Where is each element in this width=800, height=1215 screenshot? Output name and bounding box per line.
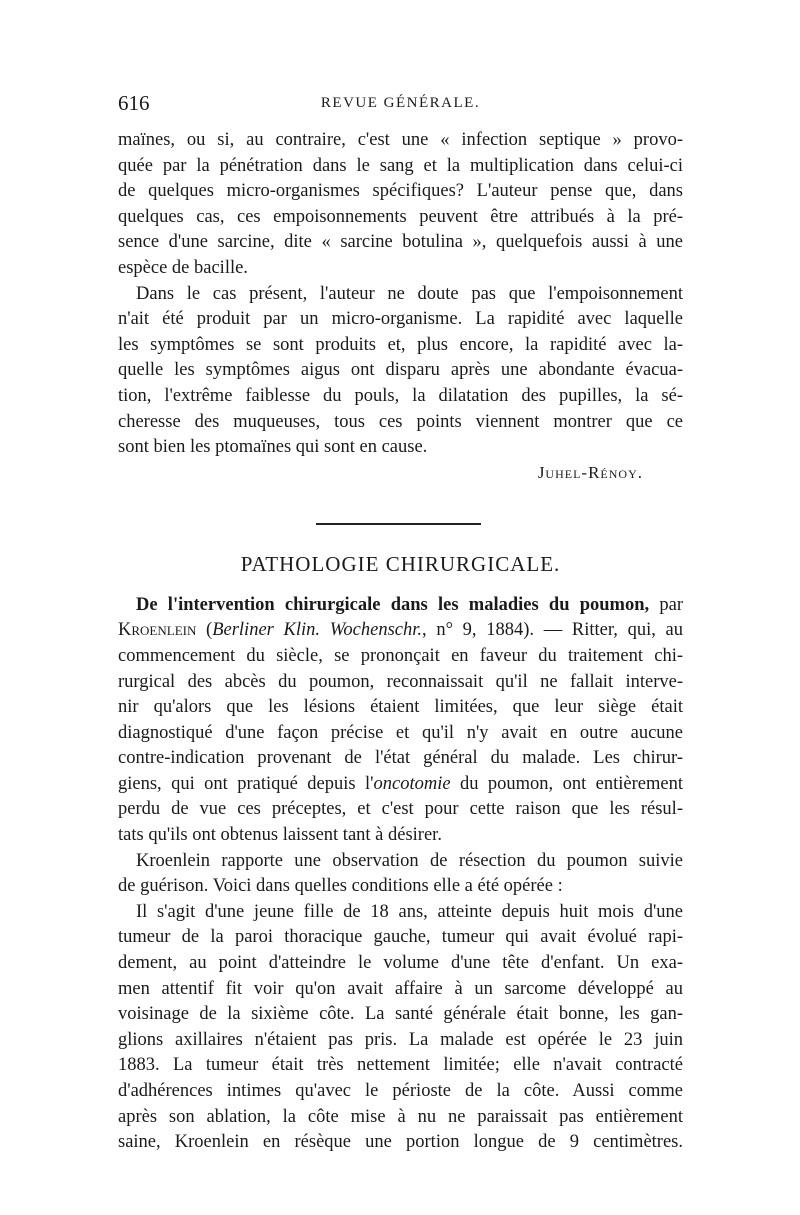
article-title: De l'intervention chirurgicale dans les maladies du poumon, <box>136 594 650 615</box>
text-line: rurgical des abcès du poumon, reconnaissait qu'il ne fallait interve- <box>118 671 683 692</box>
text-line: les symptômes se sont produits et, plus encore, la rapidité avec la- <box>118 334 683 355</box>
text-line: tats qu'ils ont obtenus laissent tant à désirer. <box>118 825 442 846</box>
horizontal-rule <box>316 523 481 525</box>
text-line: commencement du siècle, se prononçait en faveur du traitement chi- <box>118 645 683 666</box>
author-signature: Juhel-Rénoy. <box>537 462 643 482</box>
oncotomie-after: du poumon, ont entièrement <box>450 773 683 794</box>
text-line: Kroenlein rapporte une observation de résection du poumon suivie <box>136 850 683 871</box>
page-header <box>118 91 683 115</box>
paragraph-2 <box>118 282 683 461</box>
text-line: tumeur de la paroi thoracique gauche, tumeur qui avait évolué rapi- <box>118 927 683 948</box>
text-line: quelques cas, ces empoisonnements peuvent être attribués à la pré- <box>118 206 683 227</box>
article-by: par <box>649 594 684 615</box>
article-heading-line <box>118 593 683 619</box>
text-line: quée par la pénétration dans le sang et la multiplication dans celui-ci <box>118 155 683 176</box>
paragraph-1 <box>118 128 683 282</box>
section-title: PATHOLOGIE CHIRURGICALE. <box>240 551 561 576</box>
text-line: quelle les symptômes aigus ont disparu après une abondante évacua- <box>118 360 683 381</box>
signature-block <box>118 461 683 489</box>
text-line: de guérison. Voici dans quelles conditions elle a été opérée : <box>118 876 563 897</box>
citation-line <box>118 618 683 644</box>
text-line: Dans le cas présent, l'auteur ne doute pas que l'empoisonnement <box>136 283 683 304</box>
page-number: 616 <box>118 91 150 115</box>
separator <box>118 489 683 539</box>
running-head: REVUE GÉNÉRALE. <box>320 95 481 111</box>
text-line: dement, au point d'atteindre le volume d'une tête d'enfant. Un exa- <box>118 953 683 974</box>
journal-name: Berliner Klin. Wochenschr. <box>212 620 423 641</box>
text-line: 1883. La tumeur était très nettement limitée; elle n'avait contracté <box>118 1055 683 1076</box>
text-line: men attentif fit voir qu'on avait affaire à un sarcome développé au <box>118 978 683 999</box>
oncotomie-term: oncotomie <box>373 773 451 794</box>
article-author: Kroenlein <box>118 620 197 641</box>
text-line: diagnostiqué d'une façon précise et qu'il n'y avait en outre aucune <box>118 722 683 743</box>
text-line: nir qu'alors que les lésions étaient limitées, que leur siège était <box>118 697 683 718</box>
citation-open: ( <box>196 620 213 641</box>
paragraph-4 <box>118 849 683 900</box>
text-line: voisinage de la sixième côte. La santé générale était bonne, les gan- <box>118 1004 683 1025</box>
text-line: après son ablation, la côte mise à nu ne paraissait pas entièrement <box>118 1106 683 1127</box>
text-line: cheresse des muqueuses, tous ces points viennent montrer que ce <box>118 411 683 432</box>
paragraph-5 <box>118 900 683 1156</box>
text-line: de quelques micro-organismes spécifiques? L'auteur pense que, dans <box>118 181 683 202</box>
text-line: perdu de vue ces préceptes, et c'est pour cette raison que les résul- <box>118 799 683 820</box>
text-line: d'adhérences intimes qu'avec le périoste de la côte. Aussi comme <box>118 1081 683 1101</box>
text-line: sont bien les ptomaïnes qui sont en cause. <box>118 437 428 458</box>
text-line: glions axillaires n'étaient pas pris. La malade est opérée le 23 juin <box>118 1029 683 1050</box>
text-line: espèce de bacille. <box>118 257 248 278</box>
citation-rest: , n° 9, 1884). — Ritter, qui, au <box>422 620 683 641</box>
text-line <box>118 772 683 798</box>
text-line: contre-indication provenant de l'état général du malade. Les chirur- <box>118 748 683 769</box>
text-line: maïnes, ou si, au contraire, c'est une « infection septique » provo- <box>118 130 683 150</box>
text-line: tion, l'extrême faiblesse du pouls, la dilatation des pupilles, la sé- <box>118 385 683 406</box>
text-line: Il s'agit d'une jeune fille de 18 ans, atteinte depuis huit mois d'une <box>136 901 683 922</box>
text-line: sence d'une sarcine, dite « sarcine botulina », quelquefois aussi à une <box>118 232 683 253</box>
text-line: saine, Kroenlein en résèque une portion longue de 9 centimètres. <box>118 1132 683 1153</box>
paragraph-3 <box>118 593 683 849</box>
oncotomie-before: giens, qui ont pratiqué depuis l' <box>118 773 374 794</box>
page-body <box>118 128 683 1156</box>
text-line: n'ait été produit par un micro-organisme. La rapidité avec laquelle <box>118 309 683 330</box>
